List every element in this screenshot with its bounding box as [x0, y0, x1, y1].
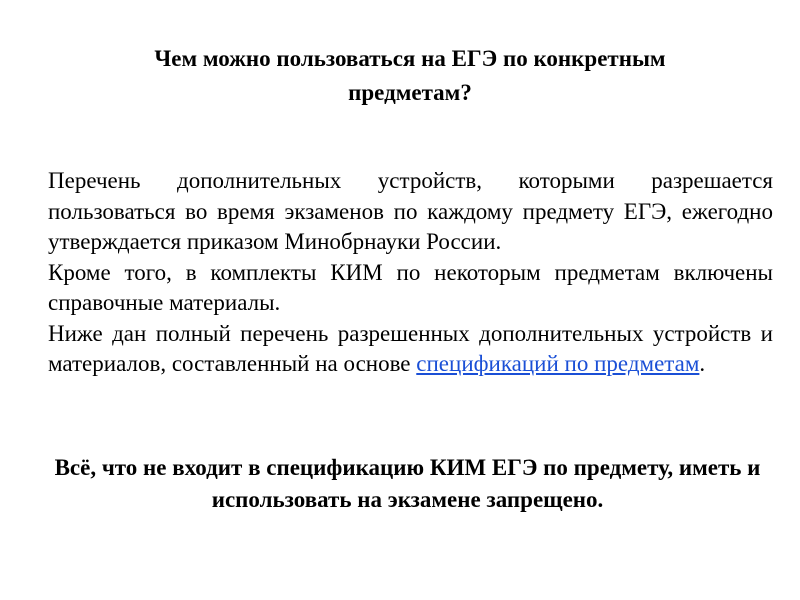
paragraph-kim-materials: Кроме того, в комплекты КИМ по некоторым предметам включены справочные материалы. [48, 259, 773, 315]
paragraph-devices: Перечень дополнительных устройств, которыми разрешается пользоваться во время экзаменов по каждому предмету ЕГЭ, ежегодно утверждается приказом Минобрнауки России. [48, 168, 773, 254]
body-text [48, 166, 773, 380]
paragraph-full-list-end: . [699, 351, 706, 376]
prohibition-note: Всё, что не входит в спецификацию КИМ ЕГЭ по предмету, иметь и использовать на экзамене запрещено. [54, 455, 761, 512]
slide-title: Чем можно пользоваться на ЕГЭ по конкретным предметам? [154, 46, 666, 105]
paragraph-full-list-text: Ниже дан полный перечень разрешенных дополнительных устройств и материалов, составленный на основе [48, 320, 773, 376]
specifications-link[interactable]: спецификаций по предметам [416, 351, 700, 376]
paragraph-full-list [48, 319, 773, 380]
